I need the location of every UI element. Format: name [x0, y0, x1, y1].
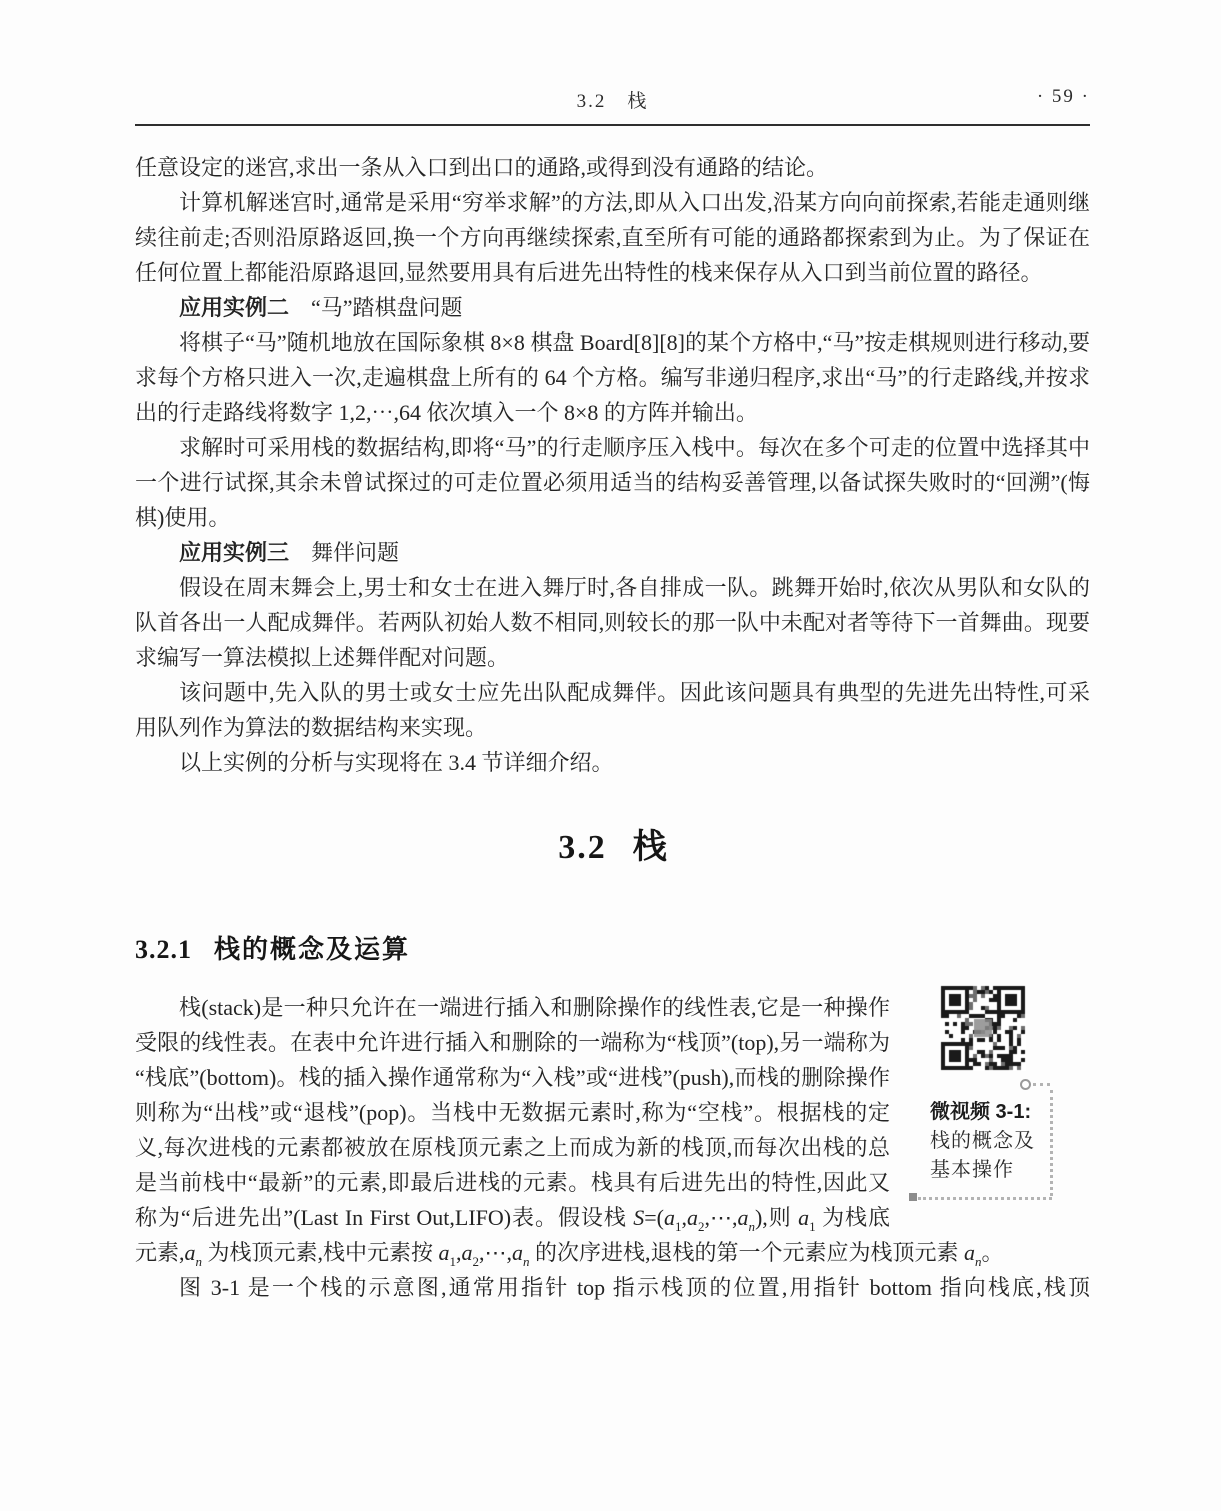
video-sidebar: [890, 990, 1090, 1234]
decor-dotted-line-horizontal: [918, 1197, 1052, 1200]
paragraph: 微视频 3-1: 栈的概念及 基本操作 栈(stack)是一种只允许在一端进行插入和删除操作的线性表,它是一种操作受限的线性表。在表中允许进行插入和删除的一端称为“栈顶”(top),另一端称为“栈底”(bottom)。栈的插入操作通常称为“入栈”或“进栈”(push),而栈的删除操作则称为“出栈”或“退栈”(pop)。当栈中无数据元素时,称为“空栈”。根据栈的定义,每次进栈的元素都被放在原栈顶元素之上而成为新的栈顶,而每次出栈的总是当前栈中“最新”的元素,即最后进栈的元素。栈具有后进先出的特性,因此又称为“后进先出”(Last In First Out,LIFO)表。假设栈 $S=(a_1,a_2,\cdots,a_n)$,则 $a_1$ 为栈底元素$,a_n$ 为栈顶元素,栈中元素按 $a_1,a_2,\cdots,a_n$ 的次序进栈,退栈的第一个元素应为栈顶元素 $a_n$。: [135, 990, 1090, 1270]
decor-dotted-line-top: [1033, 1083, 1050, 1086]
paragraph: 求解时可采用栈的数据结构,即将“马”的行走顺序压入栈中。每次在多个可走的位置中选择其中一个进行试探,其余未曾试探过的可走位置必须用适当的结构妥善管理,以备试探失败时的“回溯”(悔棋)使用。: [135, 435, 1090, 530]
decor-dotted-line-vertical: [1050, 1090, 1053, 1196]
subsection-number: 3.2.1: [135, 935, 192, 964]
section-number: 3.2: [558, 829, 607, 866]
paragraph: 计算机解迷宫时,通常是采用“穷举求解”的方法,即从入口出发,沿某方向向前探索,若能走通则继续往前走;否则沿原路返回,换一个方向再继续探索,直至所有可能的通路都探索到为止。为了保证在任何位置上都能沿原路退回,显然要用具有后进先出特性的栈来保存从入口到当前位置的路径。: [135, 190, 1090, 285]
example-heading: [135, 535, 1090, 570]
video-caption: [930, 1098, 1046, 1185]
example-title: “马”踏棋盘问题: [311, 295, 463, 320]
example-heading: [135, 290, 1090, 325]
video-label: 微视频 3-1:: [930, 1101, 1032, 1123]
section-heading: [135, 824, 1090, 871]
qr-code: [940, 985, 1026, 1071]
subsection-heading: [135, 931, 1090, 968]
section-title: 栈: [632, 828, 667, 866]
paragraph: 假设在周末舞会上,男士和女士在进入舞厅时,各自排成一队。跳舞开始时,依次从男队和女队的队首各出一人配成舞伴。若两队初始人数不相同,则较长的那一队中未配对者等待下一首舞曲。现要求编写一算法模拟上述舞伴配对问题。: [135, 575, 1090, 670]
paragraph: 任意设定的迷宫,求出一条从入口到出口的通路,或得到没有通路的结论。: [135, 155, 829, 180]
running-head: [135, 86, 1090, 112]
running-head-title: 3.2 栈: [576, 91, 649, 112]
video-title-line: 基本操作: [930, 1159, 1014, 1181]
example-title: 舞伴问题: [311, 540, 400, 565]
example-label: 应用实例三: [179, 540, 290, 565]
subsection-title: 栈的概念及运算: [214, 934, 411, 964]
paragraph: 将棋子“马”随机地放在国际象棋 8×8 棋盘 Board[8][8]的某个方格中,“马”按走棋规则进行移动,要求每个方格只进入一次,走遍棋盘上所有的 64 个方格。编写非递归程序,求出“马”的行走路线,并按求出的行走路线将数字 1,2,⋯,64 依次填入一个 8×8 的方阵并输出。: [135, 330, 1090, 425]
page-content: [135, 150, 1090, 1305]
page: [135, 0, 1090, 1305]
decor-circle-icon: [1020, 1079, 1031, 1090]
decor-square-icon: [909, 1193, 917, 1201]
paragraph: 该问题中,先入队的男士或女士应先出队配成舞伴。因此该问题具有典型的先进先出特性,可采用队列作为算法的数据结构来实现。: [135, 680, 1090, 740]
example-label: 应用实例二: [179, 295, 290, 320]
video-title-line: 栈的概念及: [930, 1130, 1035, 1152]
page-number: · 59 ·: [1036, 86, 1090, 107]
paragraph: 以上实例的分析与实现将在 3.4 节详细介绍。: [179, 750, 614, 775]
paragraph: 图 3-1 是一个栈的示意图,通常用指针 top 指示栈顶的位置,用指针 bottom 指向栈底,栈顶: [179, 1275, 1090, 1300]
header-rule: [135, 124, 1090, 126]
